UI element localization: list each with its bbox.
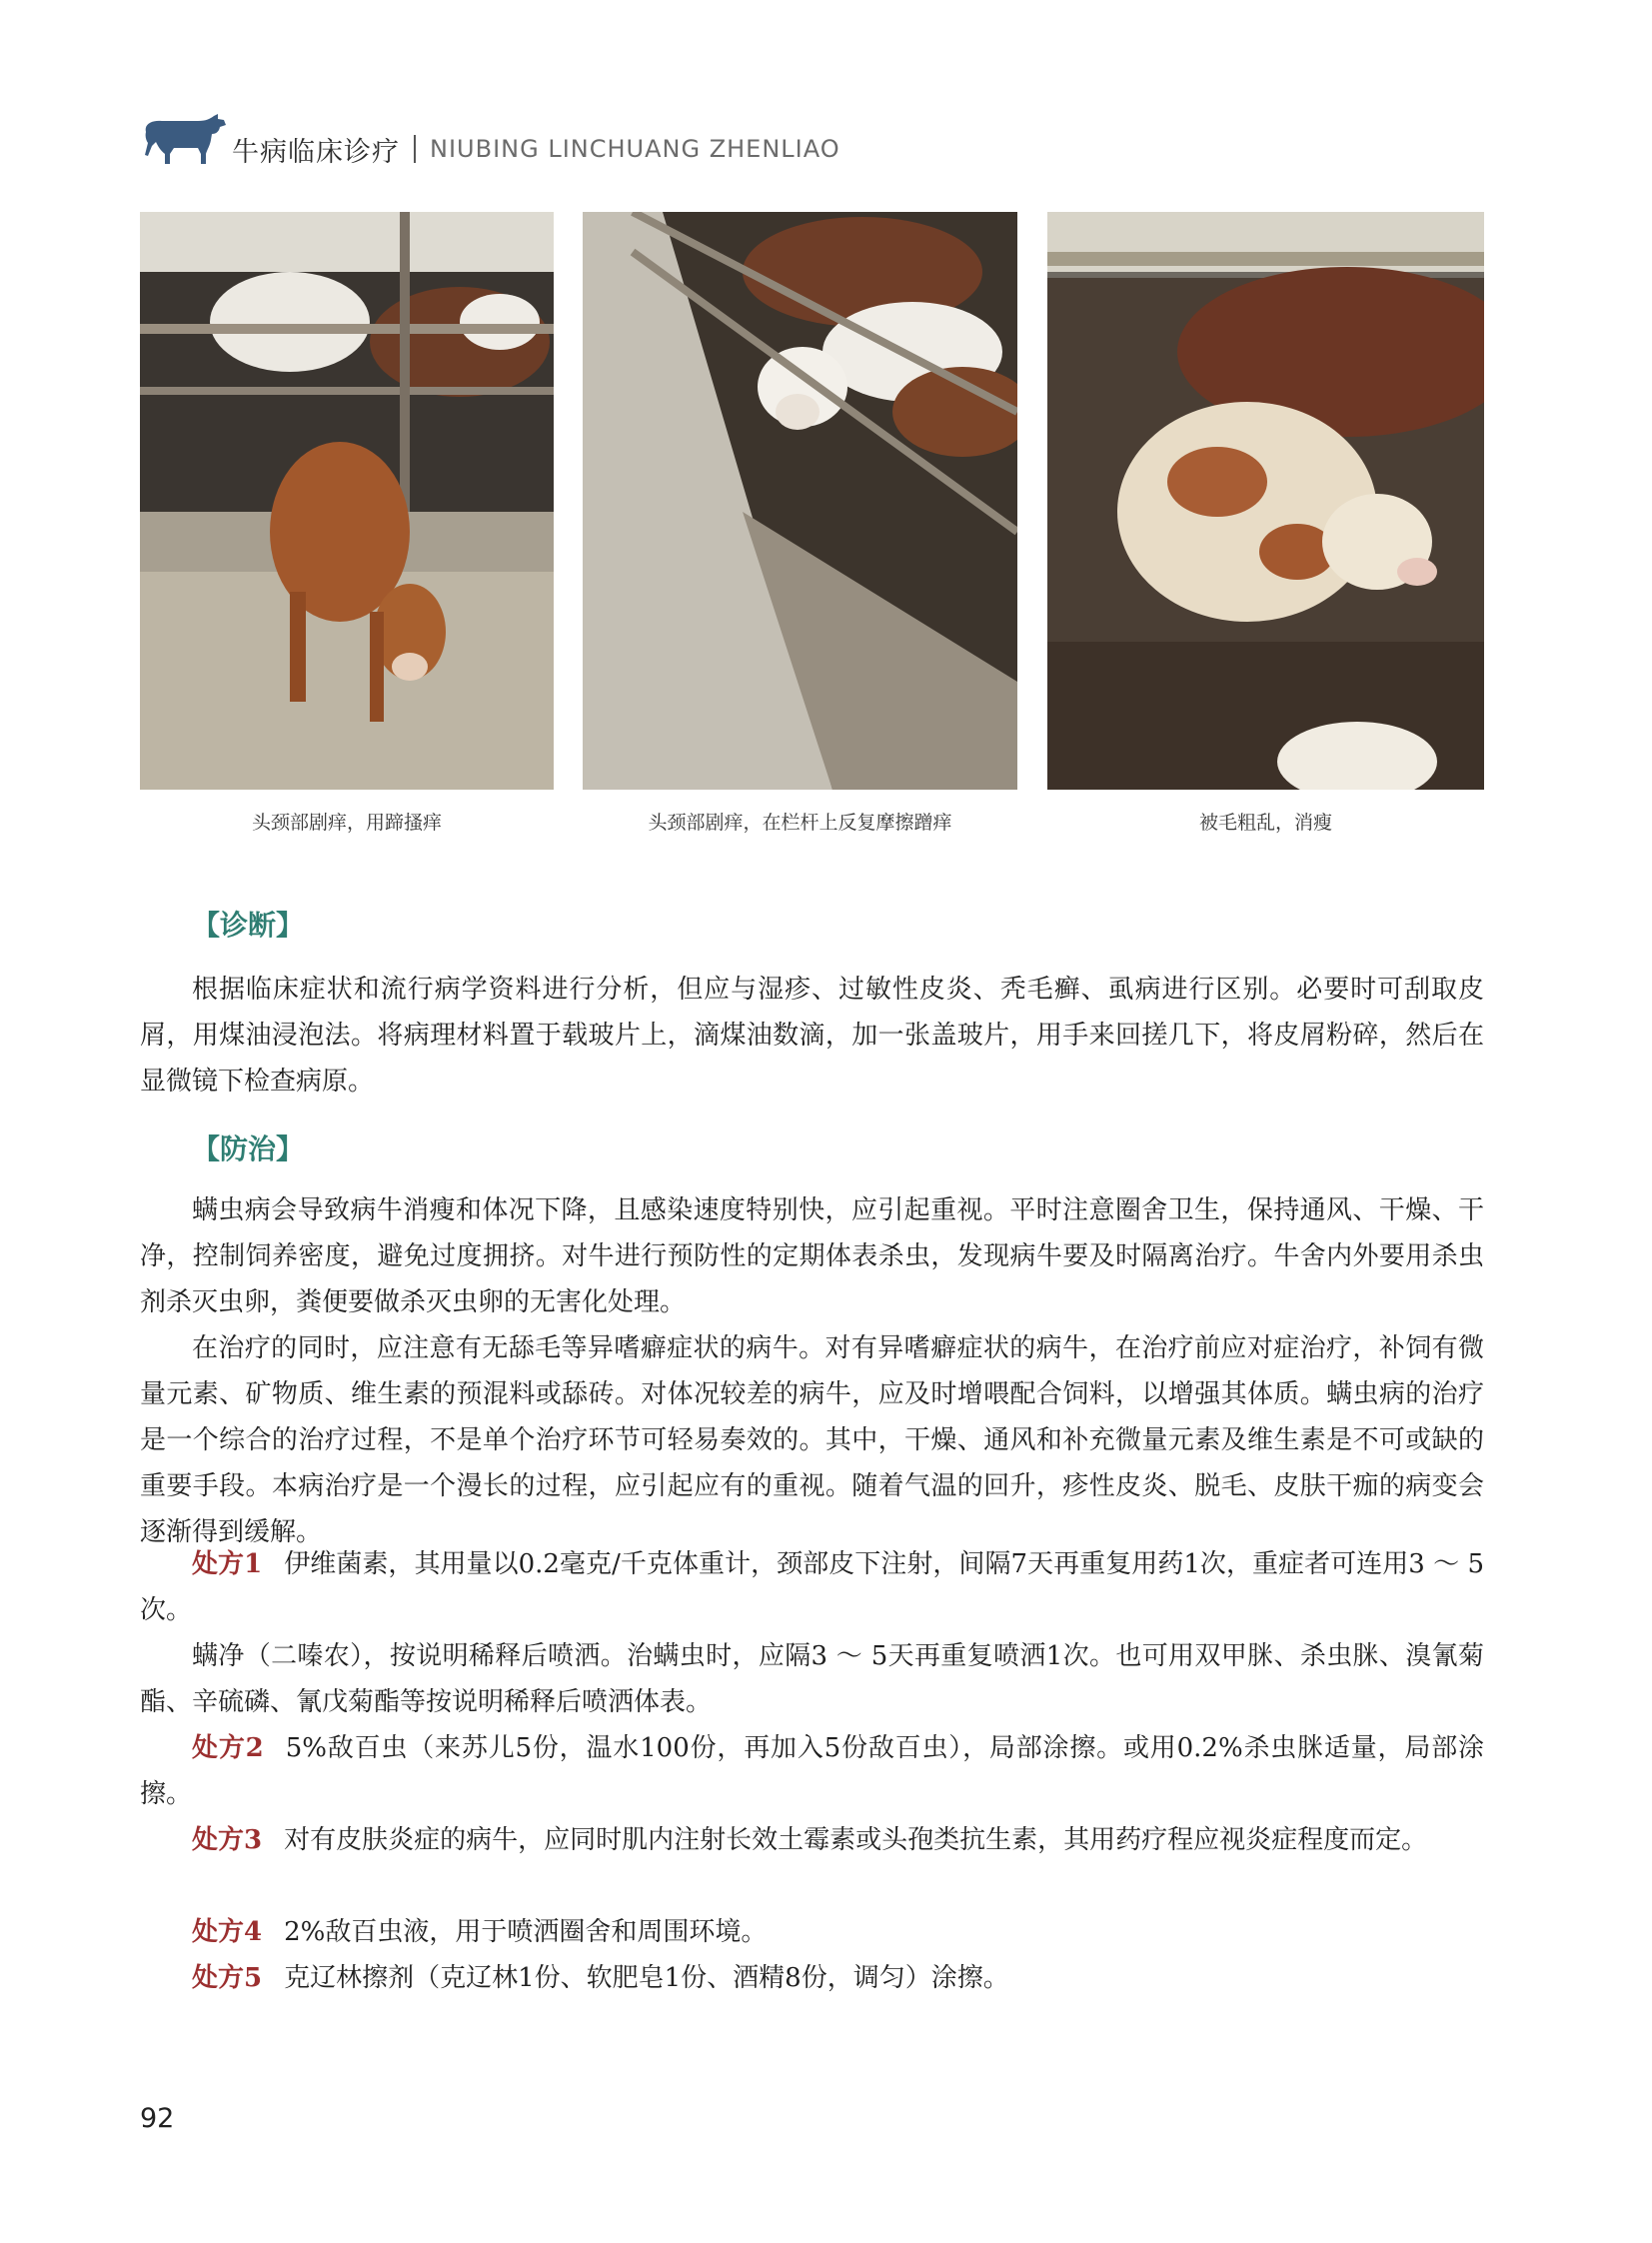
diagnosis-paragraph: 根据临床症状和流行病学资料进行分析，但应与湿疹、过敏性皮炎、秃毛癣、虱病进行区别。必要时可刮取皮屑，用煤油浸泡法。将病理材料置于载玻片上，滴煤油数滴，加一张盖玻片，用手来回搓几下，将皮屑粉碎，然后在显微镜下检查病原。 [140, 975, 1484, 1097]
treatment-paragraph: 螨虫病会导致病牛消瘦和体况下降，且感染速度特别快，应引起重视。平时注意圈舍卫生，保持通风、干燥、干净，控制饲养密度，避免过度拥挤。对牛进行预防性的定期体表杀虫，发现病牛要及时隔离治疗。牛舍内外要用杀虫剂杀灭虫卵，粪便要做杀灭虫卵的无害化处理。 [140, 1195, 1484, 1317]
prescription-label: 处方5 [192, 1963, 263, 1993]
page-number: 92 [140, 2103, 175, 2134]
section-heading-treatment: 【防治】 [192, 1132, 305, 1165]
prescription-text: 克辽林擦剂（克辽林1份、软肥皂1份、酒精8份，调匀）涂擦。 [284, 1963, 1009, 1993]
photo-cattle-rubbing-on-rails [583, 212, 1017, 790]
prescription-item [140, 1955, 1484, 2001]
prescription-text: 5%敌百虫（来苏儿5份，温水100份，再加入5份敌百虫），局部涂擦。或用0.2%杀虫脒适量，局部涂擦。 [140, 1733, 1485, 1809]
prescription-text: 螨净（二嗪农），按说明稀释后喷洒。治螨虫时，应隔3 ～ 5天再重复喷洒1次。也可用双甲脒、杀虫脒、溴氰菊酯、辛硫磷、氰戊菊酯等按说明稀释后喷洒体表。 [140, 1641, 1484, 1717]
cow-silhouette-icon [140, 110, 228, 166]
prescription-label: 处方2 [192, 1733, 264, 1763]
prescription-label: 处方3 [192, 1825, 263, 1855]
prescription-item [140, 1725, 1484, 1817]
prescription-text: 伊维菌素，其用量以0.2毫克/千克体重计，颈部皮下注射，间隔7天再重复用药1次，重症者可连用3 ～ 5次。 [140, 1549, 1485, 1625]
header-divider [414, 135, 416, 163]
photo-caption: 头颈部剧痒，用蹄搔痒 [251, 812, 442, 834]
book-title-cn: 牛病临床诊疗 [232, 136, 400, 168]
photo-caption: 被毛粗乱，消瘦 [1198, 812, 1332, 834]
photo-emaciated-calf-rough-coat [1047, 212, 1484, 790]
prescription-text: 对有皮肤炎症的病牛，应同时肌内注射长效土霉素或头孢类抗生素，其用药疗程应视炎症程度而定。 [284, 1825, 1428, 1855]
prescription-item [140, 1817, 1484, 1863]
prescription-item [140, 1541, 1484, 1633]
prescription-text: 2%敌百虫液，用于喷洒圈舍和周围环境。 [284, 1917, 768, 1947]
prescription-label: 处方1 [192, 1549, 263, 1579]
book-title-en: NIUBING LINCHUANG ZHENLIAO [430, 135, 840, 163]
prescription-item [140, 1909, 1484, 1955]
prescription-item [140, 1633, 1484, 1725]
photo-caption: 头颈部剧痒，在栏杆上反复摩擦蹭痒 [648, 812, 952, 834]
treatment-paragraph: 在治疗的同时，应注意有无舔毛等异嗜癖症状的病牛。对有异嗜癖症状的病牛，在治疗前应对症治疗，补饲有微量元素、矿物质、维生素的预混料或舔砖。对体况较差的病牛，应及时增喂配合饲料，以增强其体质。螨虫病的治疗是一个综合的治疗过程，不是单个治疗环节可轻易奏效的。其中，干燥、通风和补充微量元素及维生素是不可或缺的重要手段。本病治疗是一个漫长的过程，应引起应有的重视。随着气温的回升，疹性皮炎、脱毛、皮肤干痂的病变会逐渐得到缓解。 [140, 1333, 1484, 1547]
photo-calf-scratching-with-hoof [140, 212, 554, 790]
section-heading-diagnosis: 【诊断】 [192, 909, 305, 942]
running-header [140, 108, 840, 168]
prescription-label: 处方4 [192, 1917, 263, 1947]
